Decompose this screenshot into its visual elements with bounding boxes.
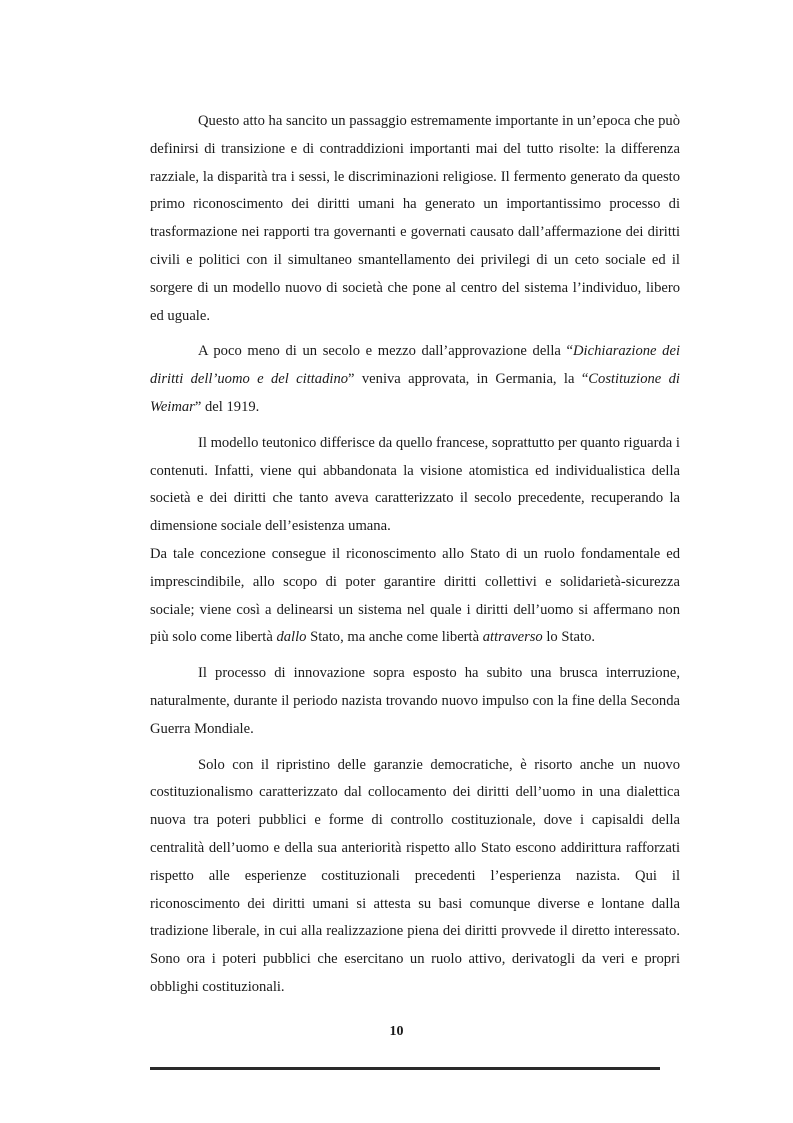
paragraph-2-text-a: A poco meno di un secolo e mezzo dall’approvazione della “ (198, 343, 574, 360)
declaration-title: Dichiarazione dei diritti dell’uomo e del cittadino (150, 343, 680, 388)
paragraph-5: Il processo di innovazione sopra esposto ha subito una brusca interruzione, naturalmente, durante il periodo nazista trovando nuovo impulso con la fine della Seconda Guerra Mondiale. (150, 665, 680, 737)
footer-rule (150, 1067, 660, 1070)
emphasis-attraverso: attraverso (482, 629, 543, 646)
paragraph-2 (150, 338, 680, 421)
paragraph-3: Il modello teutonico differisce da quello francese, soprattutto per quanto riguarda i contenuti. Infatti, viene qui abbandonata la visione atomistica ed individualistica della società e dei diritti che tanto aveva caratterizzato il secolo precedente, recuperando la dimensione sociale dell’esistenza umana. (150, 434, 680, 535)
page-body (150, 108, 680, 1010)
paragraph-4-text-a: Da tale concezione consegue il riconoscimento allo Stato di un ruolo fondamentale ed imprescindibile, allo scopo di poter garantire diritti collettivi e solidarietà-sicurezza sociale; viene così a delinearsi un sistema nel quale i diritti dell’uomo si affermano non più solo come libertà (150, 545, 680, 646)
paragraph-6: Solo con il ripristino delle garanzie democratiche, è risorto anche un nuovo costituzionalismo caratterizzato dal collocamento dei diritti dell’uomo in una dialettica nuova tra poteri pubblici e forme di controllo costituzionale, dove i capisaldi della centralità dell’uomo e della sua anteriorità rispetto allo Stato escono addirittura rafforzati rispetto alle esperienze costituzionali precedenti l’esperienza nazista. Qui il riconoscimento dei diritti umani si attesta su basi comunque diverse e lontane dalla tradizione liberale, in cui alla realizzazione piena dei diritti provvede il diretto interessato. Sono ora i poteri pubblici che esercitano un ruolo attivo, derivatogli da veri e propri obblighi costituzionali. (150, 756, 680, 995)
page-number: 10 (389, 1024, 404, 1039)
paragraph-1: Questo atto ha sancito un passaggio estremamente importante in un’epoca che può definirsi di transizione e di contraddizioni importanti mai del tutto risolte: la differenza razziale, la disparità tra i sessi, le discriminazioni religiose. Il fermento generato da questo primo riconoscimento dei diritti umani ha generato un importantissimo processo di trasformazione nei rapporti tra governanti e governati causato dall’affermazione dei diritti civili e politici con il simultaneo smantellamento dei privilegi di un ceto sociale ed il sorgere di un modello nuovo di società che pone al centro del sistema l’individuo, libero ed uguale. (150, 113, 680, 324)
paragraph-4-text-b: Stato, ma anche come libertà (306, 629, 483, 646)
paragraph-4 (150, 541, 680, 652)
weimar-constitution-title: Costituzione di Weimar (150, 371, 680, 415)
paragraph-2-text-b: ” veniva approvata, in Germania, la “ (348, 371, 589, 388)
paragraph-2-text-c: ” del 1919. (194, 398, 260, 415)
paragraph-4-text-c: lo Stato. (542, 629, 596, 646)
emphasis-dallo: dallo (276, 629, 307, 646)
